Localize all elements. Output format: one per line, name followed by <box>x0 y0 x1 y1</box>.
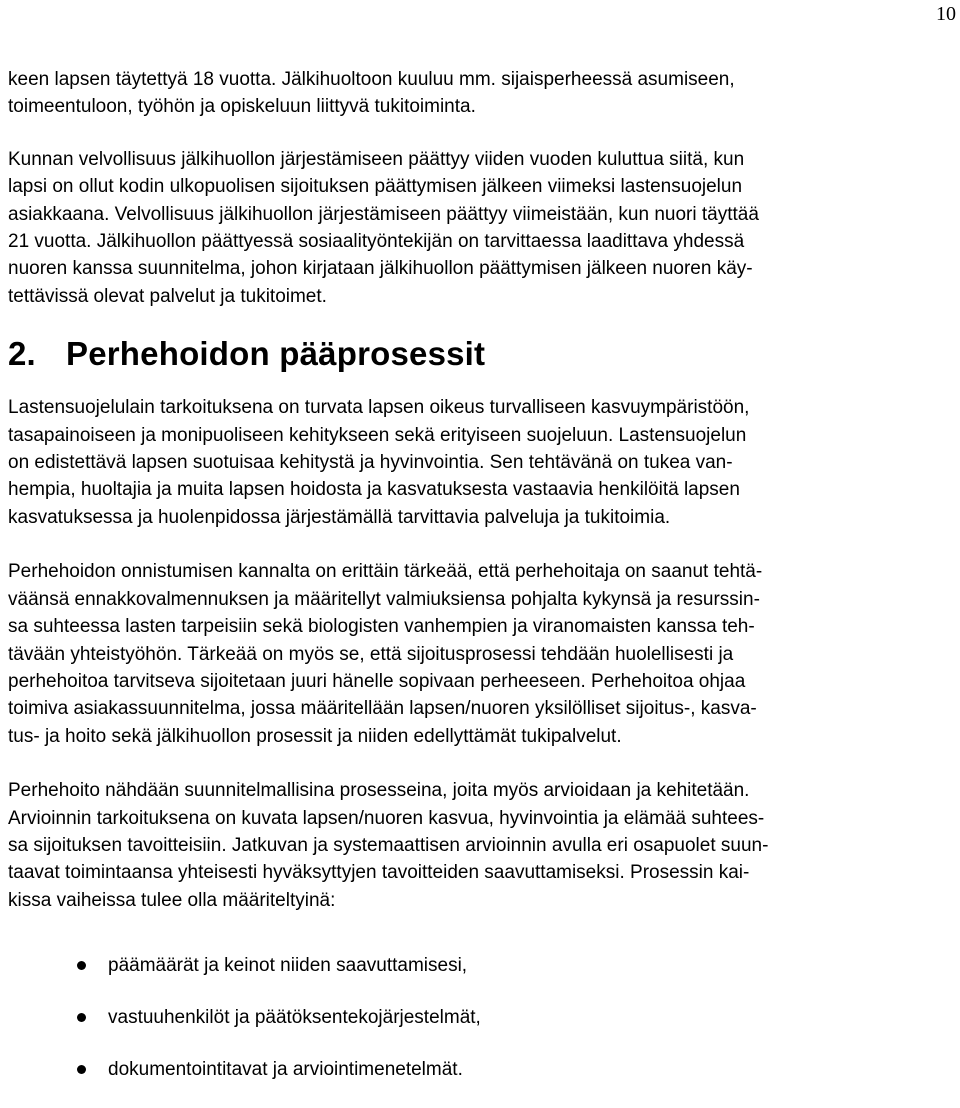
bullet-icon <box>77 961 86 970</box>
list-item <box>8 1056 952 1108</box>
paragraph: Perhehoito nähdään suunnitelmallisina prosesseina, joita myös arvioidaan ja kehitetään. Arvioinnin tarkoituksena on kuvata lapsen/nuoren kasvua, hyvinvointia ja elämää suhtees- sa sijoituksen tavoitteisiin. Jatkuvan ja systemaattisen arvioinnin avulla eri osapuolet suun- taavat toimintaansa yhteisesti hyväksyttyjen tavoitteiden saavuttamiseksi. Prosessin kai- kissa vaiheissa tulee olla määriteltyinä: <box>8 780 769 911</box>
section-heading <box>8 334 952 374</box>
list-item-text: päämäärät ja keinot niiden saavuttamisesi, <box>108 955 468 977</box>
paragraph: Lastensuojelulain tarkoituksena on turvata lapsen oikeus turvalliseen kasvuympäristöön, tasapainoiseen ja monipuoliseen kehitykseen sekä erityiseen suojeluun. Lastensuojelun on edistettävä lapsen suotuisaa kehitystä ja hyvinvointia. Sen tehtävänä on tukea van- hempia, huoltajia ja muita lapsen hoidosta ja kasvatuksesta vastaavia henkilöitä lapsen kasvatuksessa ja huolenpidossa järjestämällä tarvittavia palveluja ja tukitoimia. <box>8 397 750 528</box>
paragraph: Perhehoidon onnistumisen kannalta on erittäin tärkeää, että perhehoitaja on saanut tehtä- väänsä ennakkovalmennuksen ja määritellyt valmiuksiensa pohjalta kykynsä ja resurssin- sa suhteessa lasten tarpeisiin sekä biologisten vanhempien ja viranomaisten kanssa teh- tävään yhteistyöhön. Tärkeää on myös se, että sijoitusprosessi tehdään huolellisesti ja perhehoitoa tarvitseva sijoitetaan juuri hänelle sopivaan perheeseen. Perhehoitoa ohjaa toimiva asiakassuunnitelma, jossa määritellään lapsen/nuoren yksilölliset sijoitus-, kasva- tus- ja hoito sekä jälkihuollon prosessit ja niiden edellyttämät tukipalvelut. <box>8 561 763 747</box>
page-number: 10 <box>936 3 956 25</box>
list-item <box>8 1004 952 1056</box>
list-item <box>8 952 952 1004</box>
document-body <box>8 66 952 1108</box>
section-number: 2. <box>8 335 36 373</box>
bullet-list <box>8 952 952 1108</box>
section-title: Perhehoidon pääprosessit <box>66 335 486 373</box>
list-item-text: vastuuhenkilöt ja päätöksentekojärjestelmät, <box>108 1007 481 1029</box>
paragraph: keen lapsen täytettyä 18 vuotta. Jälkihuoltoon kuuluu mm. sijaisperheessä asumiseen, toimeentuloon, työhön ja opiskeluun liittyvä tukitoiminta. <box>8 69 735 118</box>
bullet-icon <box>77 1065 86 1074</box>
paragraph: Kunnan velvollisuus jälkihuollon järjestämiseen päättyy viiden vuoden kuluttua siitä, kun lapsi on ollut kodin ulkopuolisen sijoituksen päättymisen jälkeen viimeksi lastensuojelun asiakkaana. Velvollisuus jälkihuollon järjestämiseen päättyy viimeistään, kun nuori täyttää 21 vuotta. Jälkihuollon päättyessä sosiaalityöntekijän on tarvittaessa laadittava yhdessä nuoren kanssa suunnitelma, johon kirjataan jälkihuollon päättymisen jälkeen nuoren käy- tettävissä olevat palvelut ja tukitoimet. <box>8 148 759 307</box>
bullet-icon <box>77 1013 86 1022</box>
list-item-text: dokumentointitavat ja arviointimenetelmät. <box>108 1059 463 1081</box>
